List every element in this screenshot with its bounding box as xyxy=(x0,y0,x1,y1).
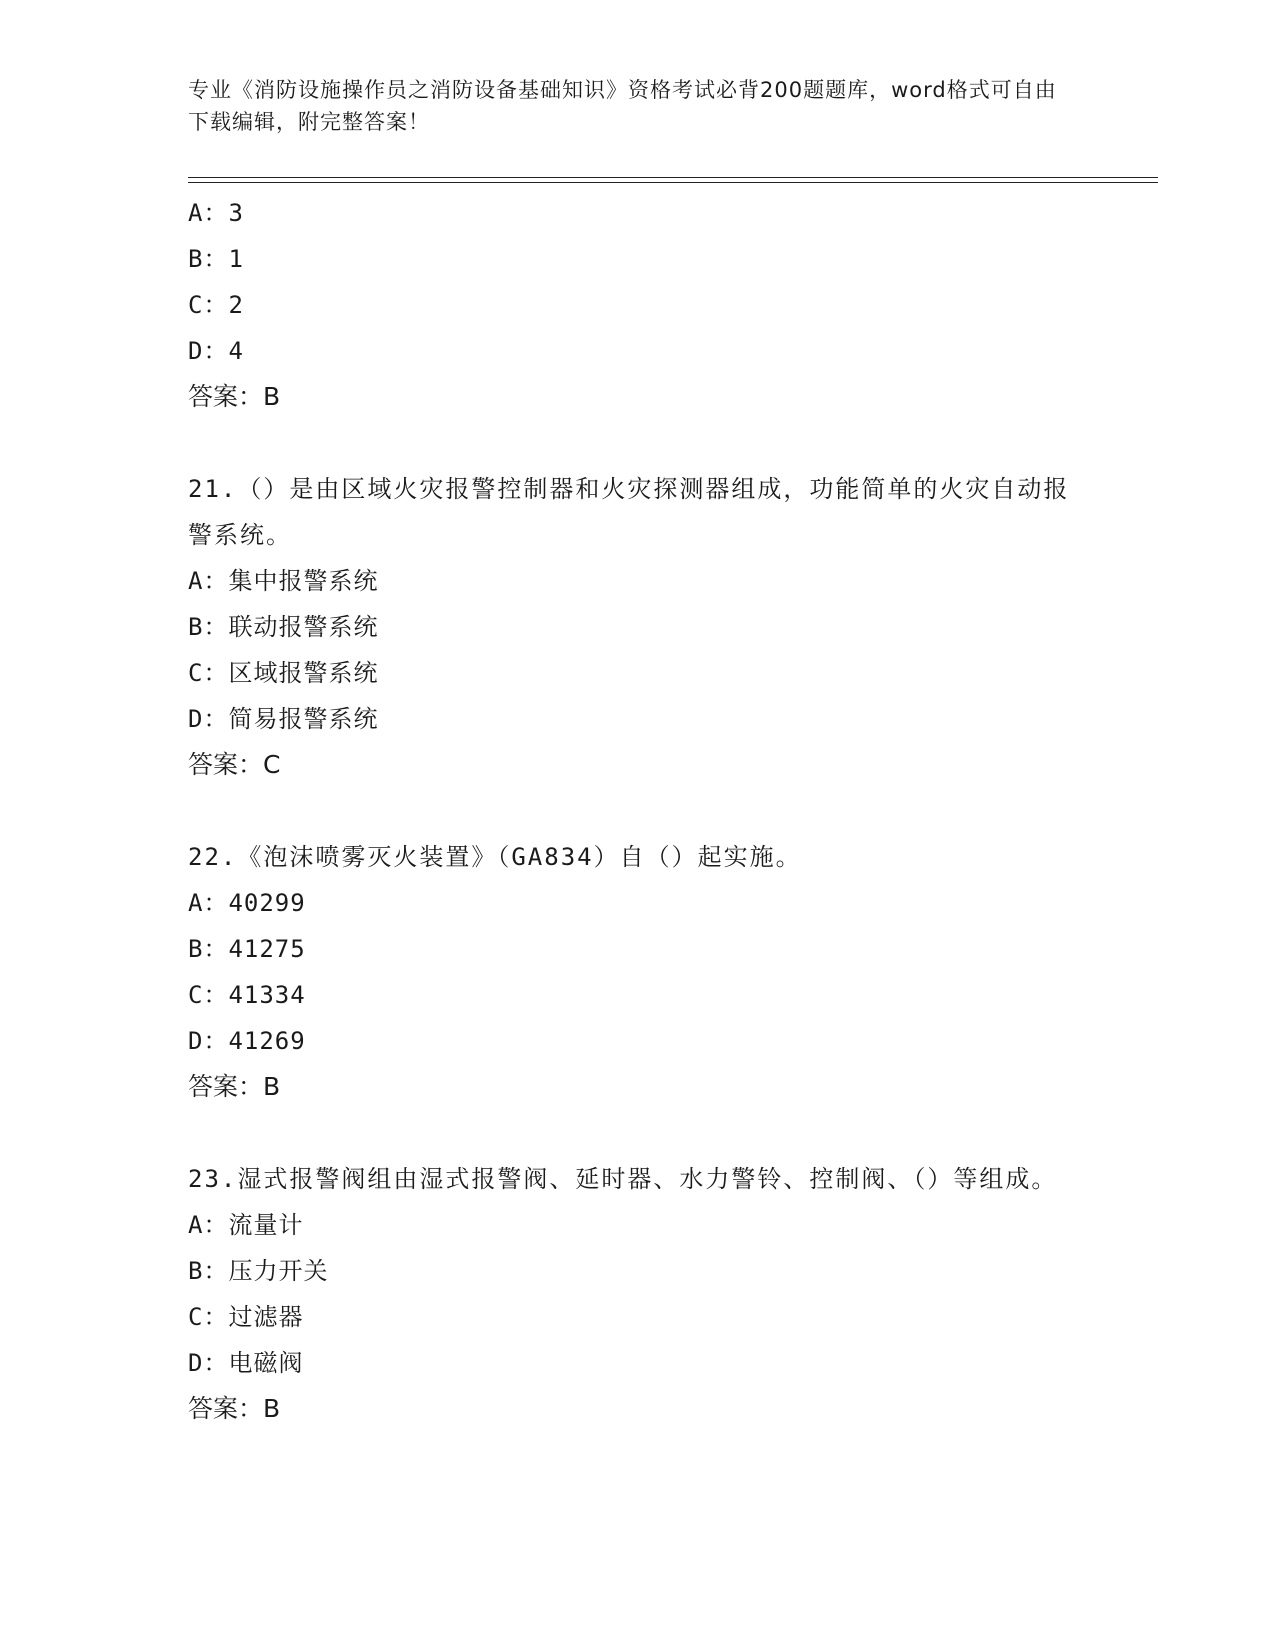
option-b: B：压力开关 xyxy=(188,1257,329,1285)
option-b: B：联动报警系统 xyxy=(188,613,379,641)
question-list xyxy=(188,190,1088,1432)
option-d: D：41269 xyxy=(188,1027,306,1055)
option-c: C：过滤器 xyxy=(188,1303,304,1331)
spacer xyxy=(188,420,1088,466)
document-header: 专业《消防设施操作员之消防设备基础知识》资格考试必背200题题库，word格式可自由下载编辑，附完整答案！ xyxy=(188,78,1057,134)
option-d: D：电磁阀 xyxy=(188,1349,304,1377)
option-c: C：2 xyxy=(188,291,244,319)
answer-line: 答案：C xyxy=(188,750,281,779)
question-block-21 xyxy=(188,466,1088,788)
spacer xyxy=(188,1110,1088,1156)
option-a: A：3 xyxy=(188,199,244,227)
question-block-23 xyxy=(188,1156,1088,1432)
header-divider-top xyxy=(188,177,1158,178)
question-block-20 xyxy=(188,190,1088,420)
option-a: A：40299 xyxy=(188,889,306,917)
option-d: D：简易报警系统 xyxy=(188,705,379,733)
header-divider-bottom xyxy=(188,182,1158,183)
option-d: D：4 xyxy=(188,337,244,365)
option-a: A：集中报警系统 xyxy=(188,567,379,595)
answer-line: 答案：B xyxy=(188,1072,281,1101)
option-c: C：区域报警系统 xyxy=(188,659,379,687)
question-text: 21.（）是由区域火灾报警控制器和火灾探测器组成，功能简单的火灾自动报警系统。 xyxy=(188,475,1070,549)
option-a: A：流量计 xyxy=(188,1211,304,1239)
question-block-22 xyxy=(188,834,1088,1110)
spacer xyxy=(188,788,1088,834)
option-b: B：1 xyxy=(188,245,244,273)
option-b: B：41275 xyxy=(188,935,306,963)
answer-line: 答案：B xyxy=(188,382,281,411)
option-c: C：41334 xyxy=(188,981,306,1009)
answer-line: 答案：B xyxy=(188,1394,281,1423)
question-text: 22.《泡沫喷雾灭火装置》（GA834）自（）起实施。 xyxy=(188,843,802,871)
question-text: 23.湿式报警阀组由湿式报警阀、延时器、水力警铃、控制阀、（）等组成。 xyxy=(188,1165,1058,1193)
